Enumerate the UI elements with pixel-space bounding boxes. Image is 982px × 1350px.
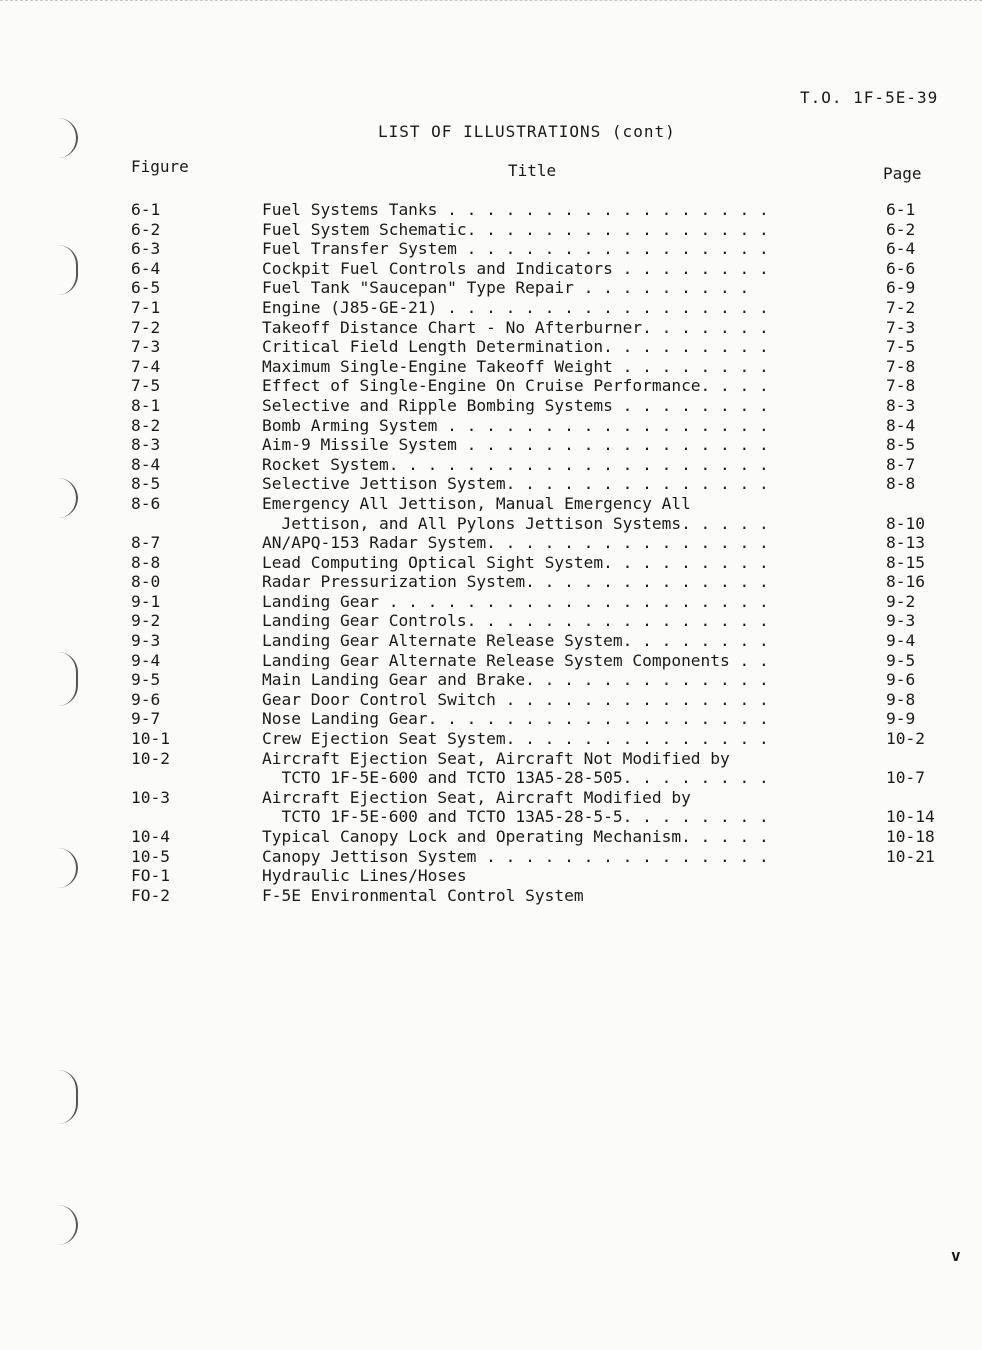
list-item (0, 455, 982, 475)
figure-number: 8-7 (131, 533, 161, 553)
page-reference: 8-13 (886, 533, 925, 553)
list-item (0, 553, 982, 573)
list-item (0, 220, 982, 240)
list-item (0, 494, 982, 514)
figure-title: Hydraulic Lines/Hoses (262, 866, 467, 886)
list-item (0, 827, 982, 847)
figure-title: Fuel Tank "Saucepan" Type Repair . . . . . . . . . (262, 278, 750, 298)
figure-number: 8-3 (131, 435, 161, 455)
page-reference: 9-5 (886, 650, 916, 670)
list-item (0, 788, 982, 808)
list-item (0, 631, 982, 651)
figure-number: 7-1 (131, 297, 161, 317)
figure-title: Fuel Transfer System . . . . . . . . . . . . . . . . (262, 239, 769, 259)
figure-title: Effect of Single-Engine On Cruise Performance. . . . (262, 376, 769, 396)
page-reference: 6-4 (886, 239, 916, 259)
figure-number: 7-3 (131, 337, 161, 357)
figure-number: 7-4 (131, 356, 161, 376)
page-reference: 8-10 (886, 513, 925, 533)
list-item (0, 768, 982, 788)
list-item (0, 670, 982, 690)
figure-number: FO-2 (131, 885, 170, 905)
figure-number: FO-1 (131, 866, 170, 886)
list-item (0, 749, 982, 769)
page-reference: 9-9 (886, 709, 916, 729)
figure-number: 10-1 (131, 729, 170, 749)
figure-number: 6-4 (131, 258, 161, 278)
list-item (0, 337, 982, 357)
page-reference: 7-5 (886, 337, 916, 357)
page-reference: 9-6 (886, 670, 916, 690)
figure-title: Aircraft Ejection Seat, Aircraft Not Modified by (262, 748, 730, 768)
figure-number: 10-2 (131, 748, 170, 768)
page-reference: 8-3 (886, 395, 916, 415)
list-item (0, 396, 982, 416)
page-reference: 8-16 (886, 572, 925, 592)
figure-number: 8-6 (131, 493, 161, 513)
figure-number: 6-1 (131, 200, 161, 219)
figure-number: 10-5 (131, 846, 170, 866)
page-reference: 7-8 (886, 356, 916, 376)
list-item (0, 886, 982, 906)
binder-hole (50, 1205, 78, 1245)
figure-title: TCTO 1F-5E-600 and TCTO 13A5-28-5-5. . . . . . . . (262, 807, 769, 827)
list-item (0, 592, 982, 612)
page-reference: 9-3 (886, 611, 916, 631)
figure-title: Emergency All Jettison, Manual Emergency All (262, 493, 691, 513)
figure-number: 9-2 (131, 611, 161, 631)
figure-title: Main Landing Gear and Brake. . . . . . . . . . . . . (262, 670, 769, 690)
list-item (0, 239, 982, 259)
figure-number: 6-3 (131, 239, 161, 259)
figure-title: Fuel System Schematic. . . . . . . . . . . . . . . . (262, 219, 769, 239)
page-reference: 8-4 (886, 415, 916, 435)
list-item (0, 376, 982, 396)
figure-number: 9-5 (131, 670, 161, 690)
list-item (0, 298, 982, 318)
figure-number: 9-4 (131, 650, 161, 670)
figure-number: 8-2 (131, 415, 161, 435)
figure-title: F-5E Environmental Control System (262, 885, 584, 905)
list-item (0, 416, 982, 436)
figure-number: 9-7 (131, 709, 161, 729)
page-reference: 10-7 (886, 768, 925, 788)
figure-number: 9-1 (131, 591, 161, 611)
figure-number: 8-0 (131, 572, 161, 592)
list-item (0, 435, 982, 455)
page-top-edge (0, 0, 982, 41)
list-item (0, 572, 982, 592)
figure-title: Radar Pressurization System. . . . . . . . . . . . . (262, 572, 769, 592)
figure-title: Cockpit Fuel Controls and Indicators . . . . . . . . (262, 258, 769, 278)
figure-title: AN/APQ-153 Radar System. . . . . . . . . . . . . . . (262, 533, 769, 553)
figure-title: TCTO 1F-5E-600 and TCTO 13A5-28-505. . . . . . . . (262, 768, 769, 788)
list-item (0, 200, 982, 220)
page-reference: 9-2 (886, 591, 916, 611)
page-reference: 7-2 (886, 297, 916, 317)
list-item (0, 474, 982, 494)
page-reference: 10-18 (886, 827, 935, 846)
list-item (0, 690, 982, 710)
figure-title: Lead Computing Optical Sight System. . . . . . . . . (262, 552, 769, 572)
figure-number: 8-5 (131, 474, 161, 494)
page-reference: 6-2 (886, 219, 916, 239)
page-reference: 8-8 (886, 474, 916, 494)
list-item (0, 709, 982, 729)
list-item (0, 847, 982, 867)
page-reference: 10-21 (886, 846, 935, 866)
page-reference: 8-15 (886, 552, 925, 572)
list-item (0, 729, 982, 749)
figure-number: 10-4 (131, 827, 170, 846)
figure-title: Maximum Single-Engine Takeoff Weight . . . . . . . . (262, 356, 769, 376)
figure-number: 8-1 (131, 395, 161, 415)
page-reference: 8-5 (886, 435, 916, 455)
figure-number: 6-2 (131, 219, 161, 239)
list-item (0, 866, 982, 886)
figure-title: Critical Field Length Determination. . . . . . . . . (262, 337, 769, 357)
page-reference: 6-1 (886, 200, 916, 219)
binder-hole (50, 1070, 78, 1124)
page-reference: 7-8 (886, 376, 916, 396)
figure-number: 8-8 (131, 552, 161, 572)
figure-title: Gear Door Control Switch . . . . . . . . . . . . . . (262, 689, 769, 709)
page-reference: 6-6 (886, 258, 916, 278)
figure-number: 6-5 (131, 278, 161, 298)
list-item (0, 611, 982, 631)
figure-number: 7-2 (131, 317, 161, 337)
figure-title: Fuel Systems Tanks . . . . . . . . . . . . . . . . . (262, 200, 769, 219)
list-item (0, 278, 982, 298)
column-header-page: Page (883, 164, 922, 183)
figure-title: Crew Ejection Seat System. . . . . . . . . . . . . . (262, 729, 769, 749)
figure-title: Typical Canopy Lock and Operating Mechanism. . . . . (262, 827, 769, 846)
page-reference: 9-4 (886, 631, 916, 651)
column-header-figure: Figure (131, 157, 189, 176)
page-reference: 7-3 (886, 317, 916, 337)
technical-order-number: T.O. 1F-5E-39 (800, 88, 939, 107)
list-item (0, 318, 982, 338)
list-item (0, 807, 982, 827)
figure-title: Landing Gear Alternate Release System Components . . (262, 650, 769, 670)
figure-title: Landing Gear Alternate Release System. . . . . . . . (262, 631, 769, 651)
list-item (0, 533, 982, 553)
figure-title: Selective Jettison System. . . . . . . . . . . . . . (262, 474, 769, 494)
page-reference: 8-7 (886, 454, 916, 474)
list-item (0, 651, 982, 671)
figure-title: Landing Gear . . . . . . . . . . . . . . . . . . . . (262, 591, 769, 611)
binder-hole (50, 118, 78, 158)
figure-title: Aircraft Ejection Seat, Aircraft Modified by (262, 787, 691, 807)
page-reference: 6-9 (886, 278, 916, 298)
figure-number: 9-6 (131, 689, 161, 709)
figure-number: 9-3 (131, 631, 161, 651)
figure-title: Bomb Arming System . . . . . . . . . . . . . . . . . (262, 415, 769, 435)
figure-title: Jettison, and All Pylons Jettison Systems. . . . . (262, 513, 769, 533)
list-title: LIST OF ILLUSTRATIONS (cont) (378, 122, 676, 141)
figure-title: Landing Gear Controls. . . . . . . . . . . . . . . . (262, 611, 769, 631)
page-reference: 10-14 (886, 807, 935, 827)
figure-number: 7-5 (131, 376, 161, 396)
figure-title: Engine (J85-GE-21) . . . . . . . . . . . . . . . . . (262, 297, 769, 317)
figure-title: Rocket System. . . . . . . . . . . . . . . . . . . . (262, 454, 769, 474)
page-reference: 10-2 (886, 729, 925, 749)
list-item (0, 514, 982, 534)
figure-title: Canopy Jettison System . . . . . . . . . . . . . . . (262, 846, 769, 866)
figure-number: 8-4 (131, 454, 161, 474)
figure-number: 10-3 (131, 787, 170, 807)
figure-title: Takeoff Distance Chart - No Afterburner. . . . . . . (262, 317, 769, 337)
figure-title: Selective and Ripple Bombing Systems . . . . . . . . (262, 395, 769, 415)
column-header-title: Title (508, 161, 557, 180)
list-item (0, 357, 982, 377)
illustrations-list (0, 200, 982, 905)
figure-title: Nose Landing Gear. . . . . . . . . . . . . . . . . . (262, 709, 769, 729)
page-reference: 9-8 (886, 689, 916, 709)
page-number: v (951, 1246, 961, 1265)
figure-title: Aim-9 Missile System . . . . . . . . . . . . . . . . (262, 435, 769, 455)
list-item (0, 259, 982, 279)
